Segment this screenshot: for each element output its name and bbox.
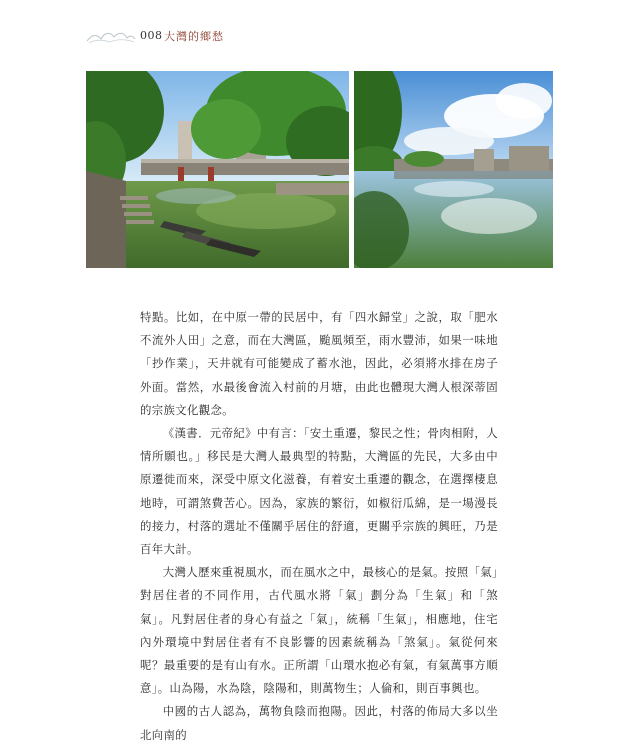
- paragraph: 大灣人歷來重視風水，而在風水之中，最核心的是氣。按照「氣」對居住者的不同作用，古代風水將「氣」劃分為「生氣」和「煞氣」。凡對居住者的身心有益之「氣」，統稱「生氣」，相應地，住宅內外環境中對居住者有不良影響的因素統稱為「煞氣」。氣從何來呢？最重要的是有山有水。正所謂「山環水抱必有氣，有氣萬事方順意」。山為陽，水為陰，陰陽和，則萬物生；人倫和，則百事興也。: [140, 565, 498, 696]
- paragraph: 特點。比如，在中原一帶的民居中，有「四水歸堂」之說，取「肥水不流外人田」之意，而在大灣區，颱風頻至，雨水豐沛，如果一味地「抄作業」，天井就有可能變成了蓄水池，因此，必須將水排在房子外面。當然，水最後會流入村前的月塘，由此也體現大灣人根深蒂固的宗族文化觀念。: [140, 310, 498, 417]
- chapter-title: 大灣的鄉愁: [164, 30, 224, 43]
- wave-ornament-icon: [86, 28, 136, 44]
- village-pond-reflection-photo: [354, 71, 553, 268]
- article-body: [140, 306, 498, 747]
- paragraph: 中國的古人認為，萬物負陰而抱陽。因此，村落的佈局大多以坐北向南的: [140, 704, 498, 742]
- page-number: 008: [140, 29, 163, 42]
- paragraph: 《漢書．元帝紀》中有言：「安土重遷，黎民之性；骨肉相附，人情所願也。」移民是大灣人最典型的特點，大灣區的先民，大多由中原遷徙而來，深受中原文化滋養，有着安土重遷的觀念，在選擇棲息地時，可謂煞費苦心。因為，家族的繁衍，如椒衍瓜綿，是一場漫長的接力，村落的選址不僅關乎居住的舒適，更關乎宗族的興旺，乃是百年大計。: [140, 426, 498, 557]
- running-header: [86, 26, 556, 46]
- village-canal-bridge-photo: [86, 71, 349, 268]
